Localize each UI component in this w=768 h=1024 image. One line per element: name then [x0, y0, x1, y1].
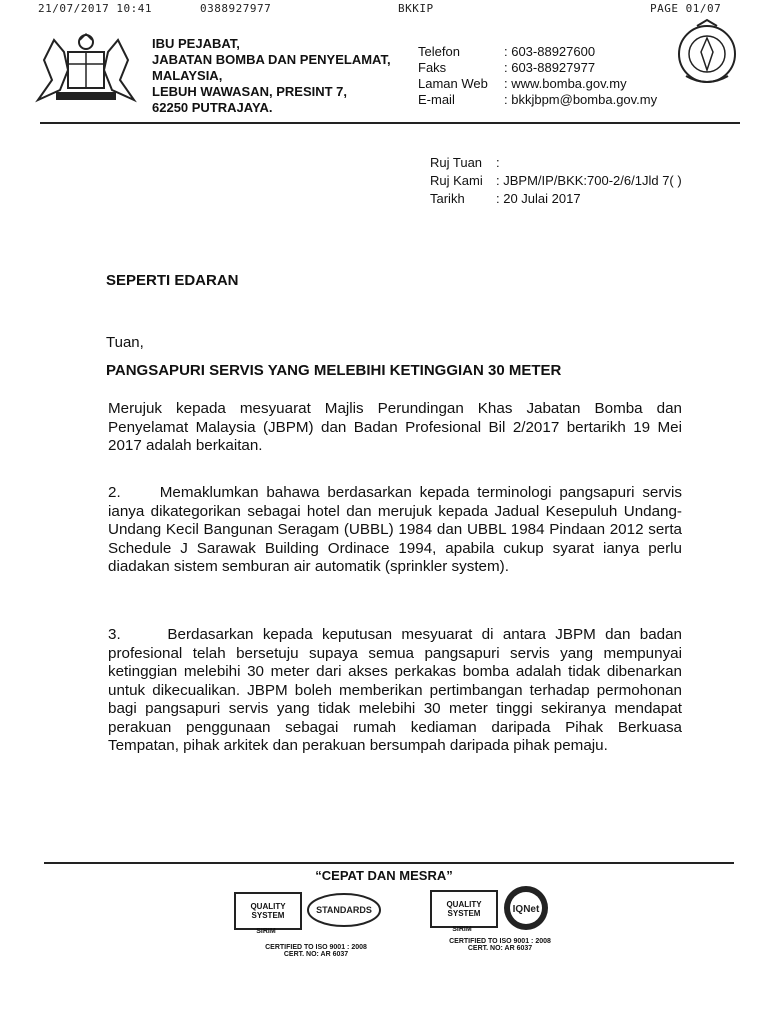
- iqnet-logo-text: IQNet: [512, 904, 540, 915]
- fax-page: PAGE 01/07: [650, 2, 722, 15]
- coat-of-arms-logo: [30, 30, 142, 106]
- reference-row: [430, 172, 740, 190]
- paragraph-2: 2. Memaklumkan bahawa berdasarkan kepada terminologi pangsapuri servis ianya dikategorikan sebagai hotel dan merujuk kepada Jadual Kesepuluh Undang-Undang Kecil Bangunan Seragam (UBBL) 1984 dan UBBL 1984 Pindaan 2012 serta Schedule J Sarawak Building Ordinace 1994, apabila cukup syarat ianya perlu diadakan sistem semburan air automatik (sprinkler system).: [108, 484, 682, 575]
- contact-row: [418, 76, 668, 92]
- fax-number: 0388927977: [200, 2, 272, 15]
- recipient: SEPERTI EDARAN: [106, 272, 239, 289]
- fax-datetime: 21/07/2017 10:41: [38, 2, 152, 15]
- cert-iso-line: CERTIFIED TO ISO 9001 : 2008: [449, 938, 551, 945]
- contact-row: [418, 44, 668, 60]
- cert-left: [246, 944, 386, 958]
- paragraph-1: Merujuk kepada mesyuarat Majlis Perundingan Khas Jabatan Bomba dan Penyelamat Malaysia (JBPM) dan Badan Profesional Bil 2/2017 bertarikh 19 Mei 2017 adalah berkaitan.: [108, 400, 682, 454]
- contact-value: : bkkjbpm@bomba.gov.my: [504, 92, 658, 107]
- contact-row: [418, 92, 668, 108]
- contact-row: [418, 60, 668, 76]
- sirim-label-2: SIRIM: [452, 926, 472, 933]
- reference-value: :: [496, 155, 500, 170]
- address-line: LEBUH WAWASAN, PRESINT 7,: [152, 84, 348, 99]
- address-line: MALAYSIA,: [152, 68, 223, 83]
- contact-label: Laman Web: [418, 76, 488, 91]
- contact-value: : 603-88927600: [504, 44, 596, 59]
- cert-number-line: CERT. NO: AR 6037: [283, 951, 349, 958]
- footer-divider: [44, 862, 734, 864]
- letterhead-address: [152, 36, 422, 116]
- reference-value: : JBPM/IP/BKK:700-2/6/1Jld 7( ): [496, 173, 682, 188]
- reference-label: Ruj Kami: [430, 173, 483, 188]
- contact-value: : www.bomba.gov.my: [504, 76, 627, 91]
- reference-value: : 20 Julai 2017: [496, 191, 581, 206]
- contact-label: Faks: [418, 60, 447, 75]
- contact-value: : 603-88927977: [504, 60, 596, 75]
- address-line: IBU PEJABAT,: [152, 36, 240, 51]
- cert-number-line: CERT. NO: AR 6037: [467, 945, 533, 952]
- sirim-label: SIRIM: [256, 928, 276, 935]
- salutation: Tuan,: [106, 334, 144, 351]
- motto: “CEPAT DAN MESRA”: [315, 868, 453, 883]
- reference-label: Tarikh: [430, 191, 465, 206]
- bomba-badge-logo: [672, 18, 742, 88]
- quality-system-logo-2: QUALITY SYSTEM: [430, 890, 498, 928]
- contact-label: E-mail: [418, 92, 455, 107]
- reference-row: [430, 190, 740, 208]
- fax-sender: BKKIP: [398, 2, 434, 15]
- standards-logo-text: STANDARDS: [316, 905, 372, 915]
- subject-line: PANGSAPURI SERVIS YANG MELEBIHI KETINGGIAN 30 METER: [106, 362, 562, 379]
- address-line: 62250 PUTRAJAYA.: [152, 100, 273, 115]
- iqnet-logo: [502, 884, 550, 932]
- standards-logo: [306, 892, 382, 928]
- cert-iso-line: CERTIFIED TO ISO 9001 : 2008: [265, 944, 367, 951]
- cert-right: [430, 938, 570, 952]
- header-divider: [40, 122, 740, 124]
- paragraph-3: 3. Berdasarkan kepada keputusan mesyuarat di antara JBPM dan badan profesional telah bersetuju supaya semua pangsapuri servis yang mempunyai ketinggian melebihi 30 meter dari akses perkakas bomba adalah tidak dibenarkan untuk dikecualikan. JBPM boleh memberikan pertimbangan terhadap permohonan bagi pangsapuri servis yang tidak melebihi 30 meter tinggi sekiranya mendapat perakuan penggunaan sebagai rumah kediaman daripada Pihak Berkuasa Tempatan, pihak arkitek dan perakuan bersumpah daripada pihak pemaju.: [108, 626, 682, 754]
- address-line: JABATAN BOMBA DAN PENYELAMAT,: [152, 52, 391, 67]
- quality-system-logo: QUALITY SYSTEM: [234, 892, 302, 930]
- reference-label: Ruj Tuan: [430, 155, 483, 170]
- letterhead-contacts: [418, 44, 668, 108]
- contact-label: Telefon: [418, 44, 460, 59]
- reference-block: [430, 154, 740, 208]
- reference-row: [430, 154, 740, 172]
